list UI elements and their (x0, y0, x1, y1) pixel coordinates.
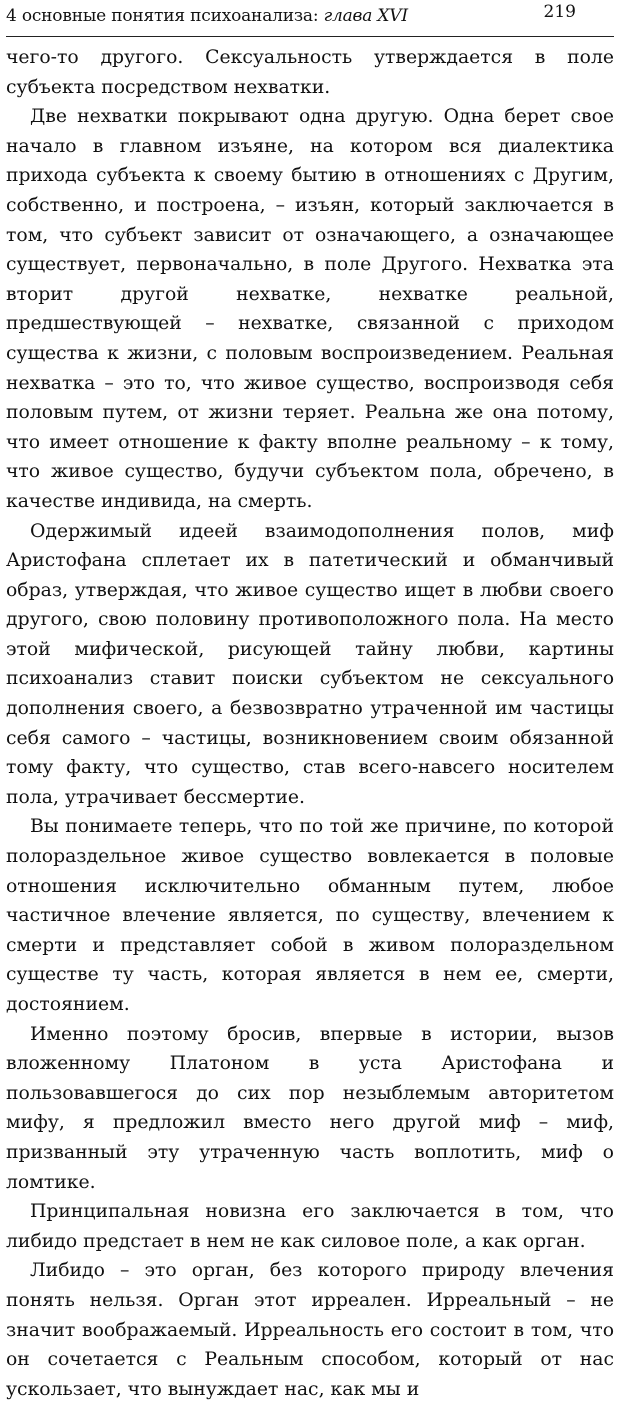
paragraph: Вы понимаете теперь, что по той же причине, по которой полораздельное живое существо вовлекается в половые отношения исключительно обманным путем, любое частичное влечение является, по существу, влечением к смерти и представляет собой в живом полораздельном существе ту часть, которая является в нем ее, смерти, достоянием. (6, 816, 614, 1015)
paragraph: Две нехватки покрывают одна другую. Одна берет свое начало в главном изъяне, на котором вся диалектика прихода субъекта к своему бытию в отношениях с Другим, собственно, и построена, – изъян, который заключается в том, что субъект зависит от означающего, а означающее существует, первоначально, в поле Другого. Нехватка эта вторит другой нехватке, нехватке реальной, предшествующей – нехватке, связанной с приходом существа к жизни, с половым воспроизведением. Реальная нехватка – это то, что живое существо, воспроизводя себя половым путем, от жизни теряет. Реальна же она потому, что имеет отношение к факту вполне реальному – к тому, что живое существо, будучи субъектом пола, обречено, в качестве индивида, на смерть. (6, 106, 614, 512)
running-title (6, 6, 408, 26)
paragraph: Принципальная новизна его заключается в том, что либидо предстает в нем не как силовое поле, а как орган. (6, 1201, 614, 1252)
body-text (6, 43, 614, 1404)
paragraph: Именно поэтому бросив, впервые в истории, вызов вложенному Платоном в уста Аристофана и пользовавшегося до сих пор незыблемым авторитетом мифу, я предложил вместо него другой миф – миф, призванный эту утраченную часть воплотить, миф о ломтике. (6, 1023, 614, 1193)
running-header (6, 0, 614, 37)
paragraph: Либидо – это орган, без которого природу влечения понять нельзя. Орган этот ирреален. Ирреальный – не значит воображаемый. Ирреальность его состоит в том, что он сочетается с Реальным способом, который от нас ускользает, что вынуждает нас, как мы и (6, 1260, 614, 1400)
page-number: 219 (543, 2, 576, 22)
paragraph: чего-то другого. Сексуальность утверждается в поле субъекта посредством нехватки. (6, 47, 614, 98)
chapter-label: глава XVI (323, 6, 408, 26)
book-title: 4 основные понятия психоанализа: (6, 6, 324, 26)
paragraph: Одержимый идеей взаимодополнения полов, миф Аристофана сплетает их в патетический и обманчивый образ, утверждая, что живое существо ищет в любви своего другого, свою половину противоположного пола. На место этой мифической, рисующей тайну любви, картины психоанализ ставит поиски субъектом не сексуального дополнения своего, а безвозвратно утраченной им частицы себя самого – частицы, возникновением своим обязанной тому факту, что существо, став всего-навсего носителем пола, утрачивает бессмертие. (6, 520, 614, 808)
